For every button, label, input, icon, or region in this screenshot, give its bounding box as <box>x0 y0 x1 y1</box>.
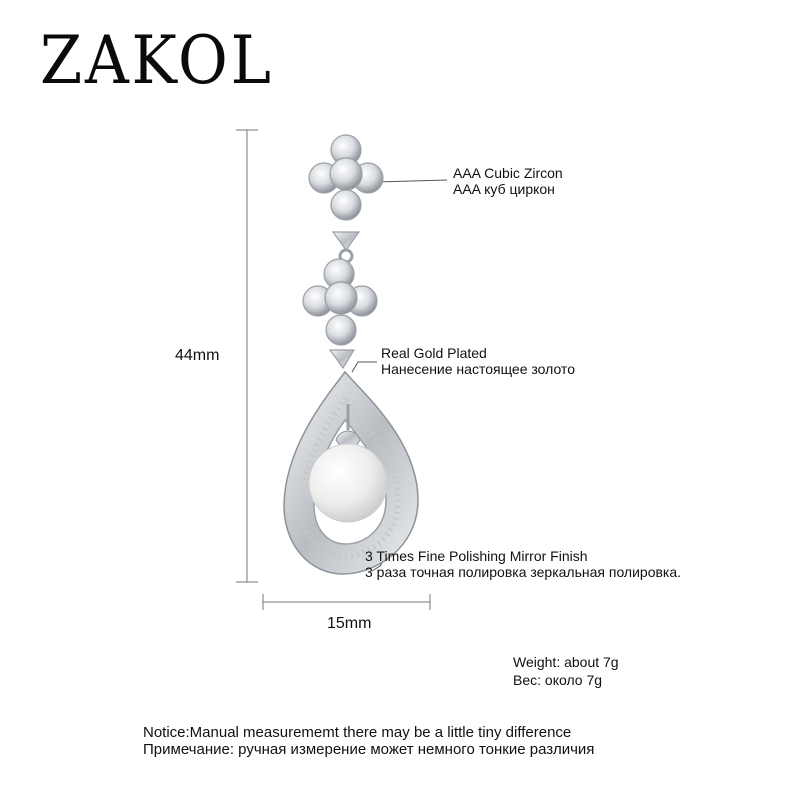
zircon-label-en: AAA Cubic Zircon <box>453 165 563 181</box>
gold-label-en: Real Gold Plated <box>381 345 487 361</box>
brand-logo: ZAKOL <box>40 22 274 99</box>
notice-ru: Примечание: ручная измерение может немного тонкие различия <box>143 741 595 758</box>
connector-link <box>333 232 359 262</box>
weight-label-ru: Вес: около 7g <box>513 672 603 688</box>
notice-en: Notice:Manual measurememt there may be a little tiny difference <box>143 724 572 741</box>
polish-label-ru: 3 раза точная полировка зеркальная полировка. <box>365 564 682 580</box>
height-dimension-line <box>236 130 258 582</box>
width-dimension-label: 15mm <box>327 615 372 632</box>
weight-label-en: Weight: about 7g <box>513 654 619 670</box>
zircon-label-ru: AAA куб циркон <box>453 181 555 197</box>
width-dimension-line <box>263 594 430 610</box>
middle-zircon-cluster <box>303 259 377 345</box>
gold-label-ru: Нанесение настоящее золото <box>381 361 575 377</box>
height-dimension-label: 44mm <box>175 347 220 364</box>
gold-plated-link <box>330 350 354 368</box>
polish-label-en: 3 Times Fine Polishing Mirror Finish <box>365 548 588 564</box>
top-zircon-cluster <box>309 135 383 220</box>
